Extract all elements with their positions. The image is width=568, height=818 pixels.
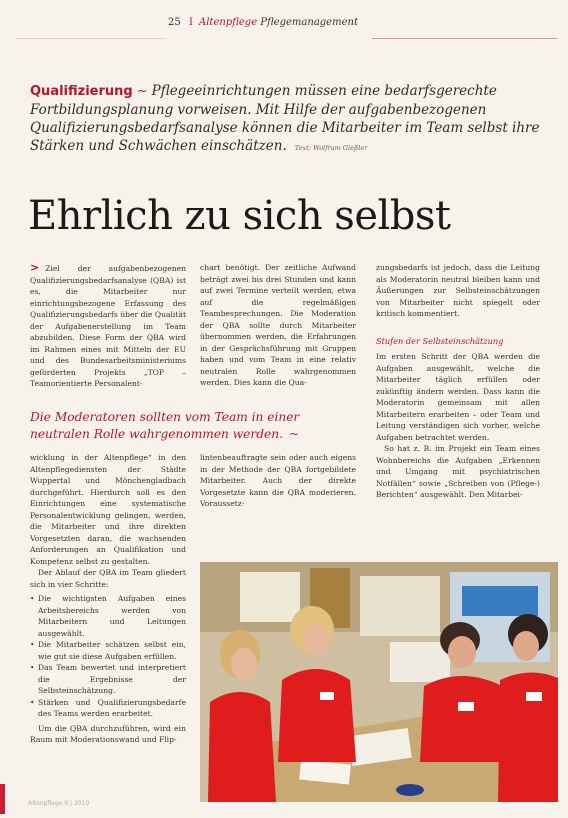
column-2b-text: lintenbeauftragte sein oder auch eigens in der Methode der QBA fortgebildete Mitarbeiter. Auch der direkte Vorgesetzte kann die QBA moderieren. Voraussetz- (200, 453, 356, 508)
kicker: Qualifizierung (30, 84, 133, 99)
column-1-text: Ziel der aufgabenbezogenen Qualifizierungsbedarfsanalyse (QBA) ist es, die Mitarbeiter nur einrichtungsbezogene Erfassung des Qualifizierungsbedarfs über die Qualität der Aufgabenerstellung im Team abzubilden. Diese Form der QBA wird im Rahmen eines mit Mitteln der EU und des Bundesarbeitsministeriums geförderten Projekts „TOP – Teamorientierte Personalent- (30, 264, 186, 388)
magazine-name (199, 17, 358, 28)
column-2-text: chart benötigt. Der zeitliche Aufwand beträgt zwei bis drei Stunden und kann auf zwei Termine verteilt werden, etwa auf die regelmäßigen Teambesprechungen. Die Moderation der QBA sollte durch Mitarbeiter übernommen werden, die Erfahrungen in der Gesprächsführung mit Gruppen haben und vom Team in eine relativ neutralen Rolle wahrgenommen werden. Dies kann die Qua- (200, 263, 356, 387)
column-2-top (200, 262, 356, 389)
swoosh-icon: ~ (288, 427, 300, 441)
article-headline: Ehrlich zu sich selbst (28, 193, 451, 239)
column-3-text-c: So hat z. B. im Projekt ein Team eines Wohnbereichs die Aufgaben „Erkennen und Umgang mit psychiatrischen Notfällen“ sowie „Schreiben von (Pflege-) Berichten“ ausgewählt. Den Mitarbei- (376, 444, 540, 499)
list-item: • Das Team bewertet und interpretiert die Ergebnisse der Selbsteinschätzung. (30, 662, 186, 697)
subheading: Stufen der Selbsteinschätzung (376, 335, 504, 346)
swoosh-icon: ~ (136, 84, 148, 99)
pull-quote (30, 409, 360, 443)
page-footer: Altenpflege 9 | 2010 (28, 800, 90, 807)
steps-list (30, 593, 186, 720)
header-rule-right (372, 38, 558, 39)
list-item: • Stärken und Qualifizierungsbedarfe des Teams werden erarbeitet. (30, 697, 186, 720)
column-1b-text-2: Der Ablauf der QBA im Team gliedert sich in vier Schritte: (30, 568, 186, 589)
column-1-top (30, 262, 186, 390)
page-header (0, 14, 568, 34)
section-name: Pflegemanagement (260, 17, 358, 28)
column-3 (376, 262, 540, 501)
team-photo (200, 562, 558, 802)
intro-text: Pflegeeinrichtungen müssen eine bedarfsgerechte Fortbildungsplanung vorweisen. Mit Hilfe der aufgabenbezogenen Qualifizierungsbedarfsanalyse können die Mitarbeiter im Team selbst ihre Stärken und Schwächen einschätzen. (30, 83, 540, 154)
column-2-bottom (200, 452, 356, 510)
margin-marker (0, 784, 5, 814)
photo-illustration (200, 562, 558, 802)
chevron-right-icon: > (30, 261, 40, 274)
column-3-text-b: Im ersten Schritt der QBA werden die Aufgaben ausgewählt, welche die Mitarbeiter täglich erfüllen oder zukünftig ändern werden. Dass kann die Moderatorin gemeinsam mit allen Mitarbeitern erarbeiten – oder Team und Leitung verständigen sich vorher, welche Aufgaben betrachtet werden. (376, 352, 540, 442)
column-1b-text: wicklung in der Altenpflege“ in den Altenpflegediensten der Städte Wuppertal und Mönchengladbach durchgeführt. Hierdurch soll es den Einrichtungen eine systematische Personalentwicklung gelingen, werden, die Mitarbeiter und ihre direkten Vorgesetzten daran, die wachsenden Anforderungen an Qualifikation und Kompetenz selbst zu gestalten. (30, 453, 186, 566)
column-3-text-a: zungsbedarfs ist jedoch, dass die Leitung als Moderatorin neutral bleiben kann und Äußerungen zur Selbsteinschätzungen von Mitarbeiter nicht spiegelt oder kritisch kommentiert. (376, 263, 540, 318)
header-rule-left (16, 38, 166, 39)
page-number: 25 (168, 17, 181, 28)
intro-teaser (30, 82, 550, 157)
list-item: • Die Mitarbeiter schätzen selbst ein, wie gut sie diese Aufgaben erfüllen. (30, 639, 186, 662)
column-1b-text-3: Um die QBA durchzuführen, wird ein Raum mit Moderationswand und Flip- (30, 723, 186, 744)
column-1-bottom (30, 452, 186, 746)
list-item: • Die wichtigsten Aufgaben eines Arbeitsbereichs werden von Mitarbeitern und Leitungen ausgewählt. (30, 593, 186, 639)
magazine-title: Altenpflege (199, 17, 258, 28)
pull-quote-text: Die Moderatoren sollten vom Team in einer neutralen Rolle wahrgenommen werden. (30, 410, 300, 441)
header-separator: I (189, 17, 193, 28)
author-credit: Text: Wolfram Gießler (294, 144, 368, 152)
